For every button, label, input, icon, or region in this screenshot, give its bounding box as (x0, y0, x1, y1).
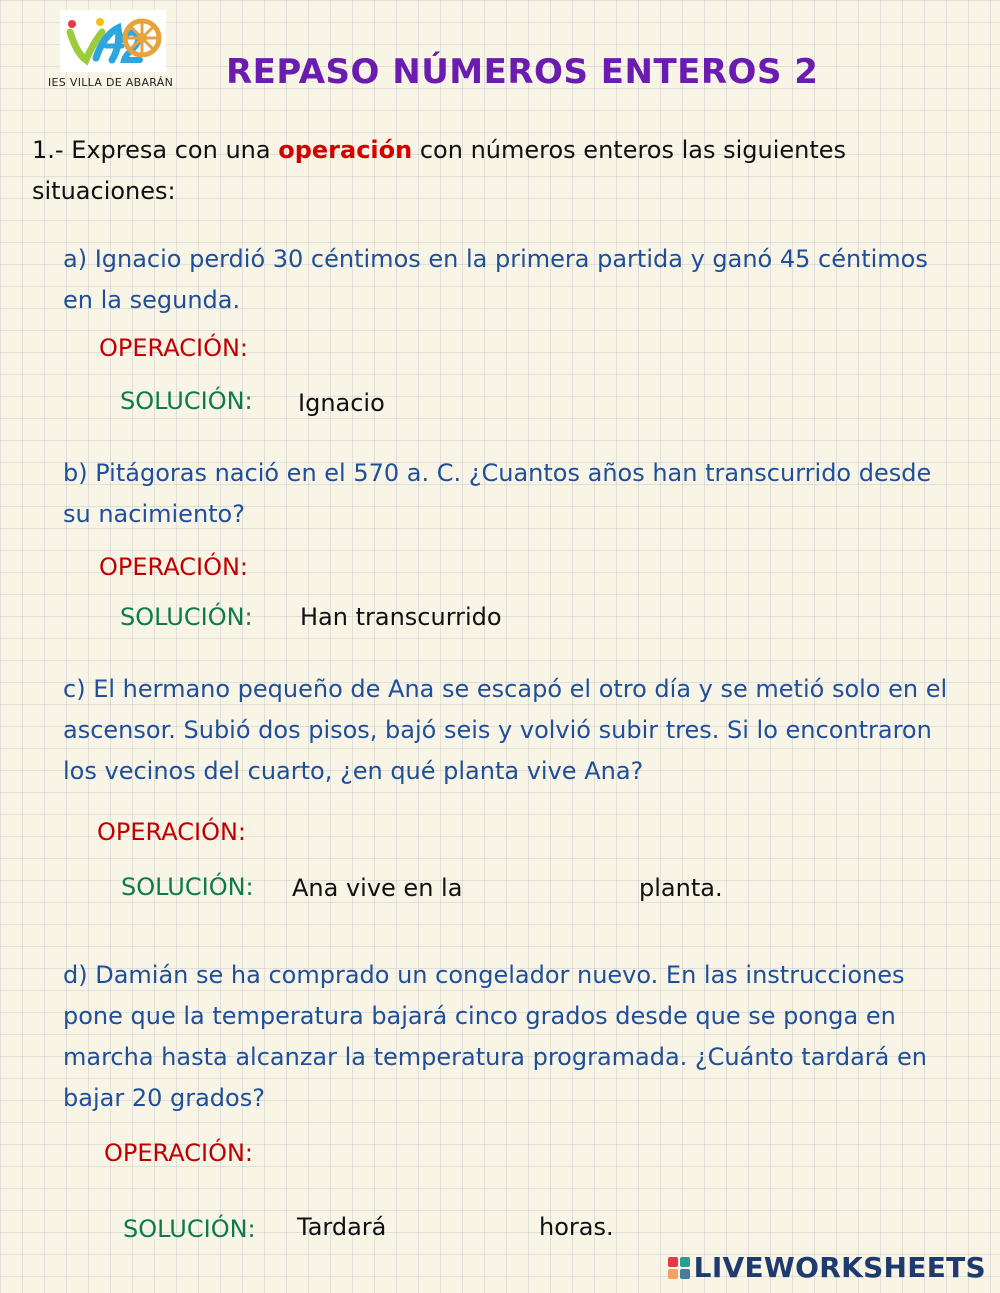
worksheet-title: REPASO NÚMEROS ENTEROS 2 (226, 52, 819, 92)
liveworksheets-logo-icon (668, 1257, 690, 1279)
brand-name: LIVEWORKSHEETS (693, 1251, 986, 1284)
exercise-instruction (32, 130, 932, 212)
solution-answer-d-end: horas. (539, 1213, 614, 1241)
operation-label-b: OPERACIÓN: (99, 553, 248, 581)
solution-answer-c: Ana vive en la (292, 874, 463, 902)
solution-answer-a: Ignacio (298, 389, 385, 417)
solution-label-b: SOLUCIÓN: (120, 603, 253, 631)
question-c: c) El hermano pequeño de Ana se escapó el otro día y se metió solo en el ascensor. Subió dos pisos, bajó seis y volvió subir tres. Si lo encontraron los vecinos del cuarto, ¿en qué planta vive Ana? (63, 675, 948, 785)
operation-label-d: OPERACIÓN: (104, 1139, 253, 1167)
instruction-text-end: con números enteros las siguientes situaciones: (32, 136, 847, 205)
solution-answer-c-end: planta. (639, 874, 723, 902)
solution-label-c: SOLUCIÓN: (121, 873, 254, 901)
question-a: a) Ignacio perdió 30 céntimos en la primera partida y ganó 45 céntimos en la segunda. (63, 245, 928, 314)
operation-label-a: OPERACIÓN: (99, 334, 248, 362)
solution-answer-d: Tardará (297, 1213, 387, 1241)
school-name: IES VILLA DE ABARÁN (48, 76, 174, 89)
instruction-keyword: operación (278, 136, 413, 164)
liveworksheets-brand (668, 1251, 986, 1284)
instruction-text: 1.- Expresa con una (32, 136, 279, 164)
solution-label-d: SOLUCIÓN: (123, 1215, 256, 1243)
question-d: d) Damián se ha comprado un congelador nuevo. En las instrucciones pone que la temperatura bajará cinco grados desde que se ponga en marcha hasta alcanzar la temperatura programada. ¿Cuánto tardará en bajar 20 grados? (63, 961, 927, 1112)
question-b: b) Pitágoras nació en el 570 a. C. ¿Cuantos años han transcurrido desde su nacimiento? (63, 459, 932, 528)
solution-label-a: SOLUCIÓN: (120, 387, 253, 415)
operation-label-c: OPERACIÓN: (97, 818, 246, 846)
school-logo (60, 10, 166, 72)
solution-answer-b: Han transcurrido (300, 603, 502, 631)
